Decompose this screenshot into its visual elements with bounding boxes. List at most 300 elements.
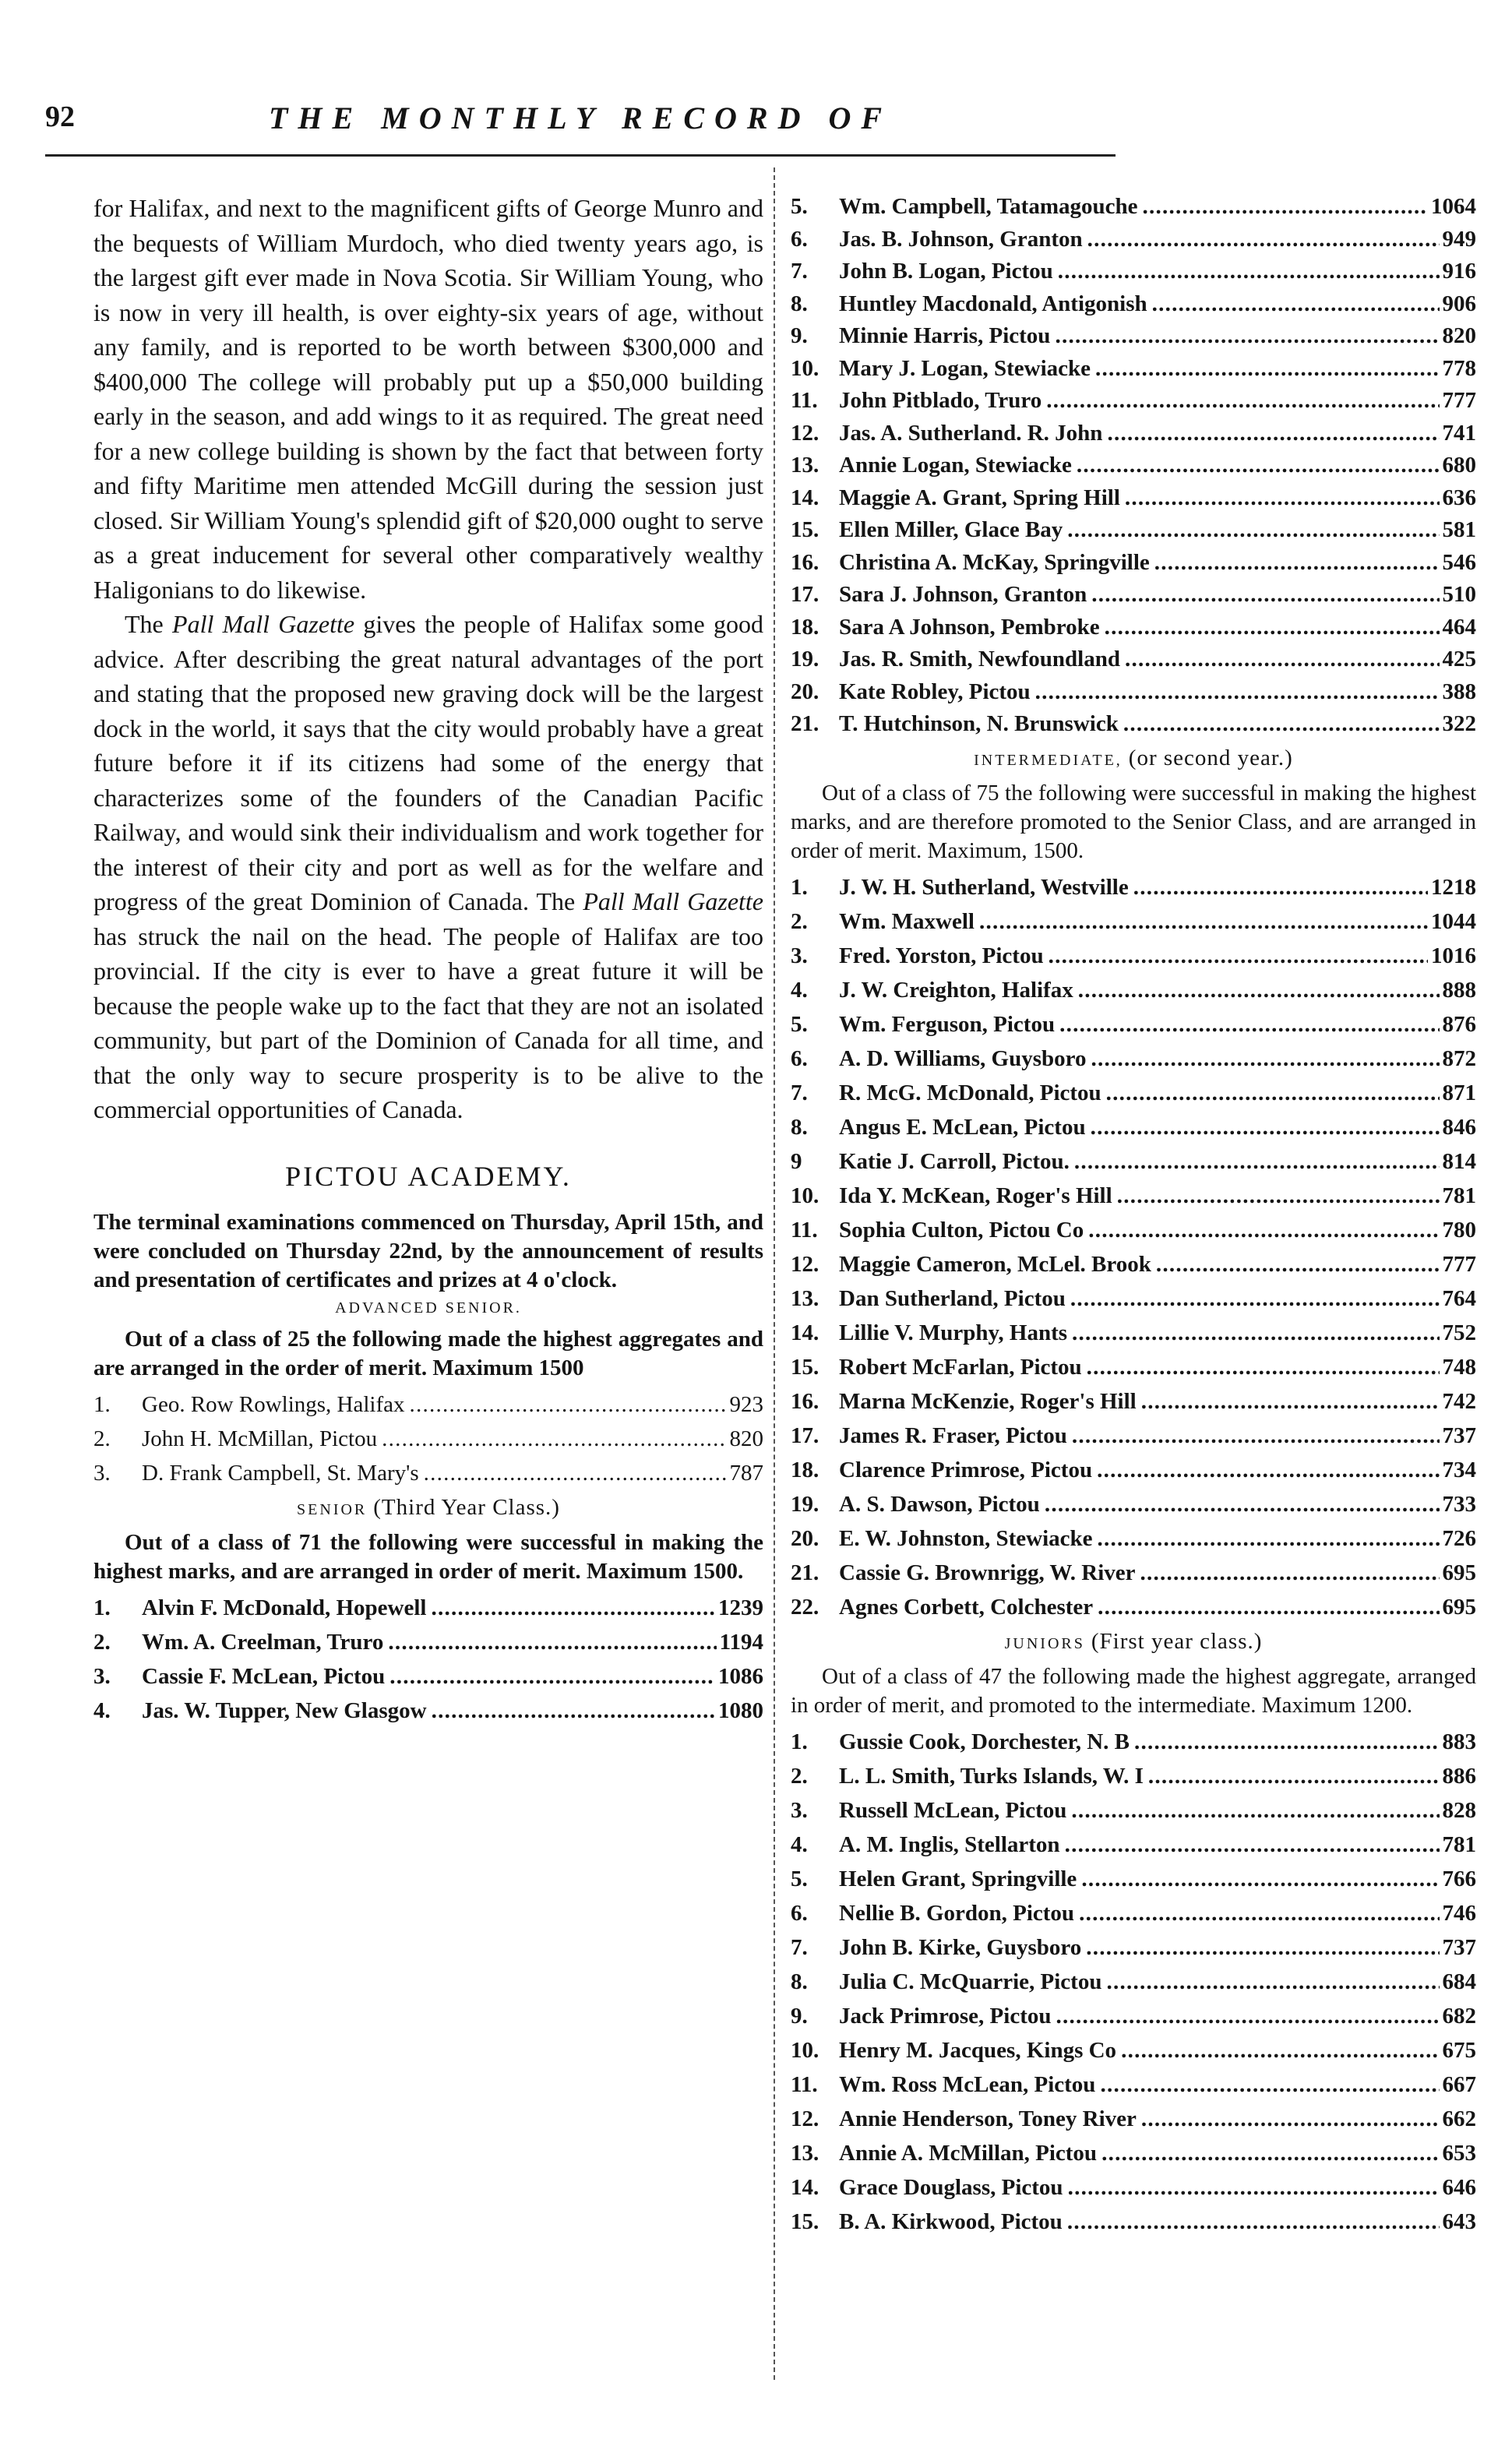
rank-number: 4. xyxy=(93,1697,111,1723)
student-name: Clarence Primrose, Pictou xyxy=(839,1457,1093,1482)
journal-title: THE MONTHLY RECORD OF xyxy=(268,100,893,136)
list-item xyxy=(93,1659,763,1694)
list-item xyxy=(791,1316,1476,1350)
leader-dots xyxy=(1074,1896,1439,1930)
leader-dots xyxy=(1137,2102,1440,2136)
score: 510 xyxy=(1442,582,1476,607)
score: 828 xyxy=(1442,1797,1476,1823)
rank-number: 6. xyxy=(791,1045,808,1071)
student-name: A. D. Williams, Guysboro xyxy=(839,1045,1087,1071)
rank-number: 2. xyxy=(791,1763,808,1789)
score: 916 xyxy=(1442,259,1476,284)
score: 777 xyxy=(1442,1251,1476,1277)
article-paragraph-halifax-gift: for Halifax, and next to the magnificent gifts of George Munro and the bequests of William Murdoch, who died twenty years ago, is the largest gift ever made in Nova Scotia. Sir William Young, who is now in very ill health, is over eighty-six years of age, without any family, and is reported to be worth between $300,000 and $400,000 The college will probably put up a $50,000 building early in the season, and add wings to it as required. The great need for a new college building is shown by the fact that between forty and fifty Maritime men attended McGill during the session just closed. Sir William Young's splendid gift of $20,000 ought to serve as a great inducement for several other comparatively wealthy Haligonians to do likewise. xyxy=(93,194,763,604)
intermediate-intro: Out of a class of 75 the following were successful in making the highest marks, and are therefore promoted to the Senior Class, and are arranged in order of merit. Maximum, 1500. xyxy=(791,780,1476,863)
leader-dots xyxy=(1072,449,1440,482)
rank-number: 16. xyxy=(791,549,819,575)
score: 695 xyxy=(1442,1594,1476,1620)
list-item xyxy=(791,256,1476,288)
student-name: James R. Fraser, Pictou xyxy=(839,1422,1067,1448)
column-divider xyxy=(774,167,775,2380)
rank-number: 22. xyxy=(791,1594,819,1620)
student-name: Russell McLean, Pictou xyxy=(839,1797,1067,1823)
student-name: Henry M. Jacques, Kings Co xyxy=(839,2037,1117,2063)
leader-dots xyxy=(1119,708,1440,741)
score: 662 xyxy=(1442,2106,1476,2131)
leader-dots xyxy=(405,1387,727,1422)
student-name: Annie A. McMillan, Pictou xyxy=(839,2140,1098,2166)
list-item xyxy=(791,1965,1476,1999)
leader-dots xyxy=(1137,191,1428,224)
rank-number: 13. xyxy=(791,1285,819,1311)
student-name: J. W. Creighton, Halifax xyxy=(839,977,1073,1003)
list-item xyxy=(791,1042,1476,1076)
list-item xyxy=(791,1862,1476,1896)
rank-number: 3. xyxy=(791,943,808,968)
score: 1016 xyxy=(1431,943,1476,968)
list-item xyxy=(791,482,1476,515)
leader-dots xyxy=(1092,1453,1439,1487)
rank-number: 12. xyxy=(791,1251,819,1277)
rank-number: 7. xyxy=(791,259,808,284)
score: 876 xyxy=(1442,1011,1476,1037)
score: 820 xyxy=(729,1426,763,1451)
student-name: A. S. Dawson, Pictou xyxy=(839,1491,1040,1517)
student-name: Kate Robley, Pictou xyxy=(839,679,1031,704)
leader-dots xyxy=(1063,2170,1440,2205)
student-name: Jas. W. Tupper, New Glasgow xyxy=(142,1697,427,1723)
score: 733 xyxy=(1442,1491,1476,1517)
student-name: Cassie F. McLean, Pictou xyxy=(142,1663,386,1689)
page-number: 92 xyxy=(45,100,75,133)
score: 737 xyxy=(1442,1934,1476,1960)
score: 546 xyxy=(1442,549,1476,575)
score: 923 xyxy=(729,1391,763,1417)
score: 734 xyxy=(1442,1457,1476,1482)
rank-number: 7. xyxy=(791,1934,808,1960)
rank-number: 6. xyxy=(791,226,808,252)
student-name: L. L. Smith, Turks Islands, W. I xyxy=(839,1763,1144,1789)
score: 1218 xyxy=(1431,874,1476,900)
leader-dots xyxy=(1130,1725,1440,1759)
score: 425 xyxy=(1442,647,1476,672)
subhead-label: INTERMEDIATE, xyxy=(974,751,1123,769)
student-name: Robert McFarlan, Pictou xyxy=(839,1354,1082,1380)
student-name: Wm. Ferguson, Pictou xyxy=(839,1011,1056,1037)
list-item xyxy=(791,1076,1476,1110)
list-item xyxy=(791,1759,1476,1793)
score: 741 xyxy=(1442,420,1476,446)
leader-dots xyxy=(1031,676,1440,709)
student-name: Julia C. McQuarrie, Pictou xyxy=(839,1969,1102,1994)
list-item xyxy=(791,870,1476,904)
list-item xyxy=(791,2205,1476,2239)
leader-dots xyxy=(1093,1521,1440,1556)
score: 1080 xyxy=(718,1697,763,1723)
leader-dots xyxy=(1087,579,1439,612)
score: 667 xyxy=(1442,2071,1476,2097)
rank-number: 8. xyxy=(791,1114,808,1140)
rank-number: 6. xyxy=(791,1900,808,1926)
rank-number: 5. xyxy=(791,1011,808,1037)
score: 684 xyxy=(1442,1969,1476,1994)
rank-number: 5. xyxy=(791,194,808,219)
student-name: John Pitblado, Truro xyxy=(839,388,1042,413)
rank-number: 1. xyxy=(791,1729,808,1754)
leader-dots xyxy=(1093,1590,1439,1624)
leader-dots xyxy=(1086,1042,1439,1076)
score: 643 xyxy=(1442,2208,1476,2234)
score: 883 xyxy=(1442,1729,1476,1754)
leader-dots xyxy=(1136,1556,1440,1590)
list-item xyxy=(791,1793,1476,1828)
student-name: Gussie Cook, Dorchester, N. B xyxy=(839,1729,1130,1754)
leader-dots xyxy=(1129,870,1428,904)
score: 695 xyxy=(1442,1560,1476,1585)
score: 388 xyxy=(1442,679,1476,704)
student-name: Jas. A. Sutherland. R. John xyxy=(839,420,1103,446)
list-item xyxy=(791,973,1476,1007)
student-name: Dan Sutherland, Pictou xyxy=(839,1285,1066,1311)
list-item xyxy=(791,2102,1476,2136)
student-name: Nellie B. Gordon, Pictou xyxy=(839,1900,1075,1926)
student-name: Christina A. McKay, Springville xyxy=(839,549,1150,575)
list-item xyxy=(791,1521,1476,1556)
rank-number: 18. xyxy=(791,1457,819,1482)
rank-number: 19. xyxy=(791,647,819,672)
student-name: Cassie G. Brownrigg, W. River xyxy=(839,1560,1136,1585)
rank-number: 3. xyxy=(93,1663,111,1689)
score: 742 xyxy=(1442,1388,1476,1414)
score: 820 xyxy=(1442,323,1476,348)
list-item xyxy=(791,708,1476,741)
rank-number: 15. xyxy=(791,517,819,542)
rank-number: 10. xyxy=(791,1183,819,1208)
subhead-qualifier: (or second year.) xyxy=(1128,745,1293,770)
leader-dots xyxy=(1083,224,1440,256)
list-item xyxy=(791,449,1476,482)
rank-number: 12. xyxy=(791,2106,819,2131)
score: 748 xyxy=(1442,1354,1476,1380)
running-head xyxy=(45,93,1116,140)
list-item xyxy=(93,1694,763,1728)
leader-dots xyxy=(1050,320,1439,353)
list-item xyxy=(791,1999,1476,2033)
advanced-senior-intro: Out of a class of 25 the following made the highest aggregates and are arranged in the order of merit. Maximum 1500 xyxy=(93,1326,763,1380)
senior-intro: Out of a class of 71 the following were successful in making the highest marks, and are arranged in order of merit. Maximum 1500. xyxy=(93,1529,763,1584)
list-item xyxy=(791,1213,1476,1247)
score: 1239 xyxy=(718,1595,763,1620)
score: 752 xyxy=(1442,1320,1476,1345)
student-name: Huntley Macdonald, Antigonish xyxy=(839,291,1147,316)
score: 1194 xyxy=(719,1629,763,1655)
leader-dots xyxy=(1150,547,1440,580)
leader-dots xyxy=(1040,1487,1440,1521)
list-item xyxy=(93,1591,763,1625)
student-name: B. A. Kirkwood, Pictou xyxy=(839,2208,1063,2234)
score: 871 xyxy=(1442,1080,1476,1105)
leader-dots xyxy=(1055,1007,1439,1042)
student-name: Wm. Maxwell xyxy=(839,908,975,934)
student-name: J. W. H. Sutherland, Westville xyxy=(839,874,1129,900)
score: 781 xyxy=(1442,1183,1476,1208)
rank-number: 2. xyxy=(93,1426,111,1451)
rank-number: 13. xyxy=(791,2140,819,2166)
score: 675 xyxy=(1442,2037,1476,2063)
rank-number: 1. xyxy=(93,1391,111,1417)
leader-dots xyxy=(1102,418,1439,450)
subhead-qualifier: (Third Year Class.) xyxy=(373,1494,560,1520)
student-name: Mary J. Logan, Stewiacke xyxy=(839,355,1091,381)
section-title-pictou-academy: PICTOU ACADEMY. xyxy=(285,1160,572,1192)
list-item xyxy=(791,676,1476,709)
score: 886 xyxy=(1442,1763,1476,1789)
list-item xyxy=(791,1384,1476,1419)
advanced-senior-list xyxy=(93,1387,763,1490)
student-name: Angus E. McLean, Pictou xyxy=(839,1114,1086,1140)
list-item xyxy=(791,612,1476,644)
intermediate-list xyxy=(791,870,1476,1624)
student-name: D. Frank Campbell, St. Mary's xyxy=(142,1460,419,1486)
list-item xyxy=(791,2033,1476,2067)
juniors-list xyxy=(791,1725,1476,2239)
score: 646 xyxy=(1442,2174,1476,2200)
rank-number: 20. xyxy=(791,1525,819,1551)
student-name: Maggie A. Grant, Spring Hill xyxy=(839,485,1120,510)
rank-number: 1. xyxy=(791,874,808,900)
list-item xyxy=(791,418,1476,450)
student-name: Jack Primrose, Pictou xyxy=(839,2003,1052,2029)
leader-dots xyxy=(383,1625,716,1659)
leader-dots xyxy=(1091,353,1440,386)
student-name: Marna McKenzie, Roger's Hill xyxy=(839,1388,1137,1414)
student-name: R. McG. McDonald, Pictou xyxy=(839,1080,1101,1105)
list-item xyxy=(791,2170,1476,2205)
rank-number: 9. xyxy=(791,2003,808,2029)
list-item xyxy=(791,1247,1476,1281)
score: 680 xyxy=(1442,453,1476,478)
header-rule xyxy=(45,154,1116,157)
list-item xyxy=(791,288,1476,321)
student-name: Minnie Harris, Pictou xyxy=(839,323,1051,348)
student-name: Sophia Culton, Pictou Co xyxy=(839,1217,1084,1243)
rank-number: 11. xyxy=(791,388,818,413)
list-item xyxy=(791,1828,1476,1862)
student-name: Agnes Corbett, Colchester xyxy=(839,1594,1094,1620)
student-name: Ellen Miller, Glace Bay xyxy=(839,517,1063,542)
left-column xyxy=(93,191,763,1728)
score: 777 xyxy=(1442,388,1476,413)
score: 764 xyxy=(1442,1285,1476,1311)
leader-dots xyxy=(1070,1144,1440,1179)
list-item xyxy=(791,1419,1476,1453)
score: 581 xyxy=(1442,517,1476,542)
student-name: Lillie V. Murphy, Hants xyxy=(839,1320,1068,1345)
list-item xyxy=(791,1556,1476,1590)
student-name: Annie Logan, Stewiacke xyxy=(839,453,1072,478)
leader-dots xyxy=(1042,385,1439,418)
student-name: A. M. Inglis, Stellarton xyxy=(839,1831,1060,1857)
rank-number: 15. xyxy=(791,1354,819,1380)
list-item xyxy=(791,1007,1476,1042)
leader-dots xyxy=(1067,1419,1440,1453)
leader-dots xyxy=(1095,2067,1439,2102)
score: 949 xyxy=(1442,226,1476,252)
list-item xyxy=(791,385,1476,418)
leader-dots xyxy=(1063,2205,1440,2239)
score: 766 xyxy=(1442,1866,1476,1891)
score: 1086 xyxy=(718,1663,763,1689)
list-item xyxy=(791,1930,1476,1965)
score: 846 xyxy=(1442,1114,1476,1140)
student-name: John B. Kirke, Guysboro xyxy=(839,1934,1082,1960)
juniors-intro: Out of a class of 47 the following made the highest aggregate, arranged in order of merit, and promoted to the intermediate. Maximum 1200. xyxy=(791,1663,1476,1718)
list-item xyxy=(791,320,1476,353)
student-name: Sara A Johnson, Pembroke xyxy=(839,614,1100,640)
leader-dots xyxy=(1082,1350,1440,1384)
student-name: T. Hutchinson, N. Brunswick xyxy=(839,711,1119,736)
student-name: Wm. Ross McLean, Pictou xyxy=(839,2071,1096,2097)
rank-number: 21. xyxy=(791,1560,819,1585)
leader-dots xyxy=(1053,256,1440,288)
leader-dots xyxy=(1101,1076,1440,1110)
list-item xyxy=(791,547,1476,580)
list-item xyxy=(791,1350,1476,1384)
rank-number: 9. xyxy=(791,323,808,348)
score: 872 xyxy=(1442,1045,1476,1071)
subhead-senior xyxy=(93,1495,763,1521)
leader-dots xyxy=(1044,939,1428,973)
leader-dots xyxy=(1067,1316,1439,1350)
rank-number: 1. xyxy=(93,1595,111,1620)
leader-dots xyxy=(1097,2136,1439,2170)
student-name: Geo. Row Rowlings, Halifax xyxy=(142,1391,405,1417)
subhead-qualifier: (First year class.) xyxy=(1091,1628,1263,1654)
subhead-label: SENIOR xyxy=(297,1500,368,1518)
list-item xyxy=(791,904,1476,939)
list-item xyxy=(791,643,1476,676)
rank-number: 19. xyxy=(791,1491,819,1517)
score: 1044 xyxy=(1431,908,1476,934)
rank-number: 16. xyxy=(791,1388,819,1414)
list-item xyxy=(791,353,1476,386)
rank-number: 2. xyxy=(791,908,808,934)
score: 787 xyxy=(729,1460,763,1486)
rank-number: 14. xyxy=(791,2174,819,2200)
leader-dots xyxy=(419,1456,727,1490)
rank-number: 2. xyxy=(93,1629,111,1655)
score: 726 xyxy=(1442,1525,1476,1551)
list-item xyxy=(93,1387,763,1422)
para-text-c: has struck the nail on the head. The people of Halifax are too provincial. If the city is ever to have a great future it will be because the people wake up to the fact that they are not an isolated community, but part of the Dominion of Canada for all time, and that the only way to secure prosperity is to be alive to the commercial opportunities of Canada. xyxy=(93,922,763,1123)
leader-dots xyxy=(1144,1759,1440,1793)
para-text-a: The xyxy=(125,610,173,638)
student-name: Fred. Yorston, Pictou xyxy=(839,943,1044,968)
rank-number: 17. xyxy=(791,1422,819,1448)
score: 888 xyxy=(1442,977,1476,1003)
score: 1064 xyxy=(1431,194,1476,219)
rank-number: 11. xyxy=(791,2071,818,2097)
rank-number: 4. xyxy=(791,1831,808,1857)
score: 636 xyxy=(1442,485,1476,510)
list-item xyxy=(791,2136,1476,2170)
leader-dots xyxy=(975,904,1428,939)
leader-dots xyxy=(1060,1828,1440,1862)
list-item xyxy=(791,1110,1476,1144)
subhead-intermediate xyxy=(791,746,1476,771)
list-item xyxy=(791,2067,1476,2102)
rank-number: 4. xyxy=(791,977,808,1003)
student-name: Wm. Campbell, Tatamagouche xyxy=(839,194,1138,219)
rank-number: 3. xyxy=(791,1797,808,1823)
rank-number: 7. xyxy=(791,1080,808,1105)
score: 781 xyxy=(1442,1831,1476,1857)
list-item xyxy=(791,1281,1476,1316)
score: 906 xyxy=(1442,291,1476,316)
leader-dots xyxy=(1116,2033,1439,2067)
list-item xyxy=(791,1590,1476,1624)
newspaper-title: Pall Mall Gazette xyxy=(583,887,764,915)
rank-number: 11. xyxy=(791,1217,818,1243)
list-item xyxy=(791,514,1476,547)
rank-number: 18. xyxy=(791,614,819,640)
senior-list-continued xyxy=(791,191,1476,741)
leader-dots xyxy=(1147,288,1440,321)
senior-list xyxy=(93,1591,763,1728)
leader-dots xyxy=(1081,1930,1439,1965)
rank-number: 3. xyxy=(93,1460,111,1486)
leader-dots xyxy=(1120,643,1440,676)
rank-number: 10. xyxy=(791,355,819,381)
score: 464 xyxy=(1442,614,1476,640)
student-name: Annie Henderson, Toney River xyxy=(839,2106,1137,2131)
right-column xyxy=(791,191,1476,2239)
rank-number: 21. xyxy=(791,711,819,736)
leader-dots xyxy=(1077,1862,1439,1896)
student-name: Grace Douglass, Pictou xyxy=(839,2174,1063,2200)
article-paragraph-pall-mall xyxy=(93,607,763,1127)
student-name: Jas. R. Smith, Newfoundland xyxy=(839,647,1120,672)
rank-number: 14. xyxy=(791,1320,819,1345)
rank-number: 12. xyxy=(791,420,819,446)
list-item xyxy=(791,1896,1476,1930)
para-text-b: gives the people of Halifax some good advice. After describing the great natural advantages of the port and stating that the proposed new graving dock will be the largest dock in the world, it says that the city would probably have a great future before it if its citizens had some of the energy that characterizes some of the founders of the Canadian Pacific Railway, and would sink their individualism and work together for the interest of their city and port as well as for the welfare and progress of the great Dominion of Canada. The xyxy=(93,610,764,915)
student-name: John B. Logan, Pictou xyxy=(839,259,1053,284)
score: 780 xyxy=(1442,1217,1476,1243)
rank-number: 9 xyxy=(791,1148,802,1174)
rank-number: 17. xyxy=(791,582,819,607)
rank-number: 5. xyxy=(791,1866,808,1891)
list-item xyxy=(791,224,1476,256)
leader-dots xyxy=(1151,1247,1440,1281)
list-item xyxy=(791,1487,1476,1521)
leader-dots xyxy=(1100,612,1440,644)
rank-number: 10. xyxy=(791,2037,819,2063)
leader-dots xyxy=(1066,1281,1440,1316)
leader-dots xyxy=(385,1659,715,1694)
rank-number: 8. xyxy=(791,291,808,316)
score: 653 xyxy=(1442,2140,1476,2166)
list-item xyxy=(791,191,1476,224)
list-item xyxy=(791,1179,1476,1213)
student-name: Ida Y. McKean, Roger's Hill xyxy=(839,1183,1112,1208)
leader-dots xyxy=(1073,973,1440,1007)
student-name: Sara J. Johnson, Granton xyxy=(839,582,1087,607)
student-name: John H. McMillan, Pictou xyxy=(142,1426,378,1451)
student-name: Jas. B. Johnson, Granton xyxy=(839,226,1083,252)
score: 682 xyxy=(1442,2003,1476,2029)
leader-dots xyxy=(426,1591,715,1625)
